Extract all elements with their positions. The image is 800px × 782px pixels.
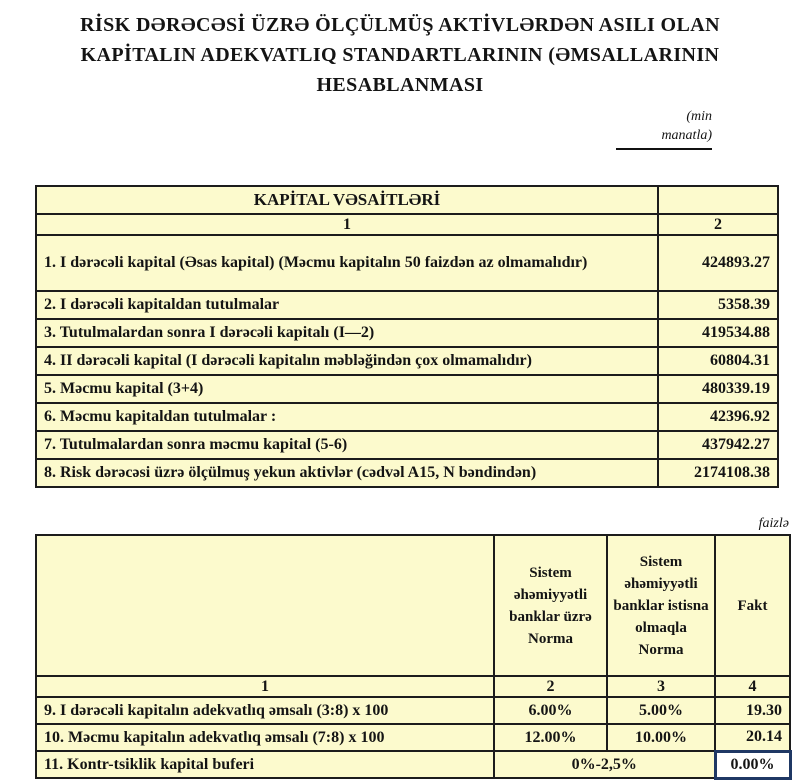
table-row [36,375,778,403]
title-line-1: RİSK DƏRƏCƏSİ ÜZRƏ ÖLÇÜLMÜŞ AKTİVLƏRDƏN ASILI OLAN [80,14,720,36]
ratio-table-header-row [36,535,790,676]
capital-row-label: 7. Tutulmalardan sonra məcmu kapital (5-6) [36,431,658,459]
unit-note [616,107,712,150]
buffer-row-fakt-highlighted-cell: 0.00% [715,751,790,778]
table-row [36,235,778,291]
buffer-row-range: 0%-2,5% [494,751,715,778]
ratio-header-fakt: Fakt [715,535,790,676]
document-page [0,10,800,782]
table-row [36,431,778,459]
capital-table-title-row [36,186,778,214]
capital-table [35,185,779,488]
ratio-table [35,534,792,780]
capital-row-label: 3. Tutulmalardan sonra I dərəcəli kapitalı (I—2) [36,319,658,347]
capital-row-value: 42396.92 [658,403,778,431]
capital-row-value: 424893.27 [658,235,778,291]
buffer-row [36,751,790,778]
ratio-colnum-4: 4 [715,676,790,697]
table-row [36,724,790,751]
buffer-row-label: 11. Kontr-tsiklik kapital buferi [36,751,494,778]
ratio-colnum-2: 2 [494,676,607,697]
ratio-header-norma-other: Sistem əhəmiyyətli banklar istisna olmaqla Norma [607,535,715,676]
capital-row-label: 4. II dərəcəli kapital (I dərəcəli kapitalın məbləğindən çox olmamalıdır) [36,347,658,375]
ratio-row-fakt: 19.30 [715,697,790,724]
capital-row-value: 60804.31 [658,347,778,375]
ratio-row-label: 10. Məcmu kapitalın adekvatlıq əmsalı (7:8) x 100 [36,724,494,751]
capital-table-colnum-row [36,214,778,235]
capital-row-label: 6. Məcmu kapitaldan tutulmalar : [36,403,658,431]
ratio-row-norma-other: 5.00% [607,697,715,724]
capital-row-label: 8. Risk dərəcəsi üzrə ölçülmuş yekun aktivlər (cədvəl A15, N bəndindən) [36,459,658,487]
percent-note: faizlə [758,516,789,531]
ratio-row-fakt: 20.14 [715,724,790,751]
table-row [36,347,778,375]
ratio-header-norma-sib: Sistem əhəmiyyətli banklar üzrə Norma [494,535,607,676]
table-row [36,291,778,319]
capital-row-label: 2. I dərəcəli kapitaldan tutulmalar [36,291,658,319]
capital-row-value: 5358.39 [658,291,778,319]
capital-row-value: 419534.88 [658,319,778,347]
ratio-row-norma-sib: 6.00% [494,697,607,724]
table-row [36,697,790,724]
capital-row-label: 1. I dərəcəli kapital (Əsas kapital) (Məcmu kapitalın 50 faizdən az olmamalıdır) [36,235,658,291]
ratio-row-norma-sib: 12.00% [494,724,607,751]
table-row [36,319,778,347]
unit-note-line-1: (min [686,109,712,124]
table-row [36,459,778,487]
capital-row-label: 5. Məcmu kapital (3+4) [36,375,658,403]
capital-row-value: 480339.19 [658,375,778,403]
ratio-colnum-3: 3 [607,676,715,697]
title-line-2: KAPİTALIN ADEKVATLIQ STANDARTLARININ (ƏMSALLARININ [80,44,720,66]
unit-note-line-2: manatla) [661,128,712,143]
ratio-row-label: 9. I dərəcəli kapitalın adekvatlıq əmsalı (3:8) x 100 [36,697,494,724]
ratio-table-colnum-row [36,676,790,697]
capital-table-title: KAPİTAL VƏSAİTLƏRİ [36,186,658,214]
capital-colnum-1: 1 [36,214,658,235]
title-line-3: HESABLANMASI [316,74,484,96]
capital-table-title-empty-cell [658,186,778,214]
ratio-header-empty-cell [36,535,494,676]
table-row [36,403,778,431]
ratio-colnum-1: 1 [36,676,494,697]
page-title [38,10,762,100]
capital-row-value: 437942.27 [658,431,778,459]
capital-colnum-2: 2 [658,214,778,235]
ratio-row-norma-other: 10.00% [607,724,715,751]
capital-row-value: 2174108.38 [658,459,778,487]
